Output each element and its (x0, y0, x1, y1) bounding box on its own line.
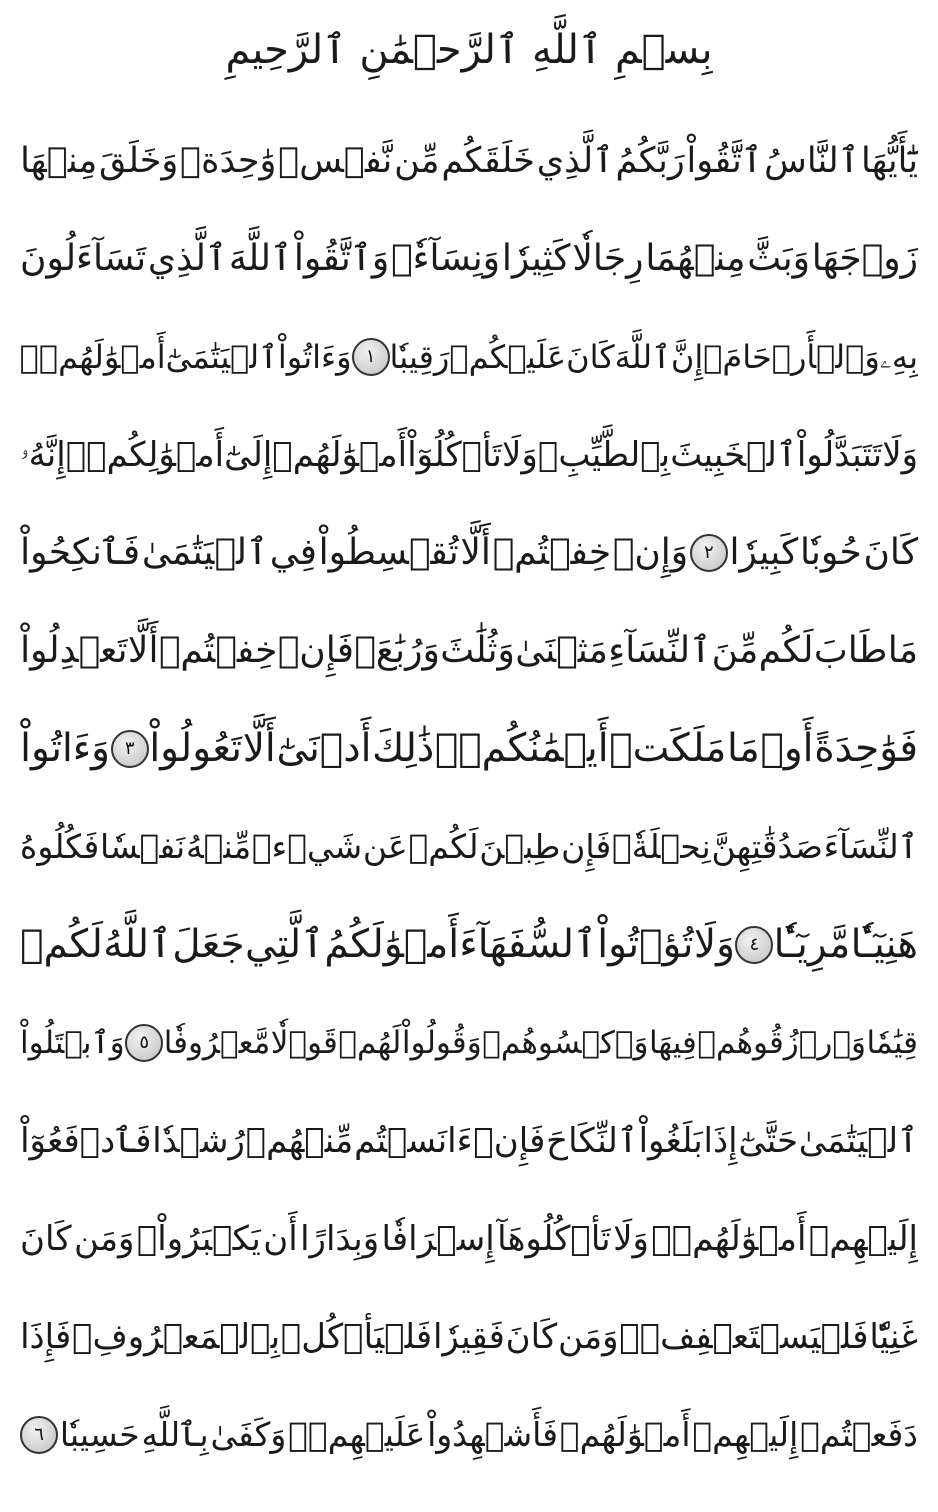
verse-word: ٱلنِّكَاحَ (546, 1121, 638, 1161)
verse-word: أَلَّا (242, 726, 276, 771)
verse-word: غَنِيّٗا (869, 1317, 918, 1357)
verse-word: كَبِيرٗا (729, 532, 799, 573)
verse-word: أَلَّا (460, 532, 491, 573)
verse-word: فَلۡيَسۡتَعۡفِفۡۖ (619, 1317, 869, 1357)
verse-word: تَأۡكُلُوٓاْ (407, 435, 502, 475)
verse-word: يَكۡبَرُواْۚ (136, 1219, 261, 1259)
verse-word: حَتَّىٰٓ (738, 1121, 798, 1161)
verse-word: تَسَآءَلُونَ (20, 238, 147, 279)
verse-word: فَٱدۡفَعُوٓاْ (20, 1121, 152, 1161)
verse-line (20, 112, 918, 210)
verse-lines (20, 112, 918, 1484)
verse-word: كَثِيرٗا (501, 238, 571, 279)
verse-word: وَبَثَّ (747, 238, 810, 279)
verse-word: كَانَ (566, 338, 615, 376)
ayah-number-marker: ٥ (125, 1024, 163, 1062)
verse-word: وَلَا (693, 922, 735, 967)
verse-word: وَمَن (558, 1317, 619, 1357)
verse-word: فَإِنۡ (277, 630, 354, 671)
verse-word: هَنِيٓـٔٗا (850, 922, 918, 967)
verse-word: أَمۡوَٰلَهُمۡ (272, 435, 408, 475)
verse-word: نَّفۡسٖ (278, 141, 393, 181)
verse-word: تُقۡسِطُواْ (318, 532, 459, 573)
verse-word: عَلَيۡهِمۡۚ (288, 1415, 426, 1454)
verse-word: عَلَيۡكُمۡ (449, 338, 567, 376)
verse-word: مَّعۡرُوفٗا (163, 1025, 271, 1061)
verse-word: إِسۡرَافٗا (381, 1219, 495, 1259)
verse-word: تُؤۡتُواْ (597, 922, 694, 967)
verse-word: وَثُلَٰثَ (440, 630, 515, 671)
verse-word: تَعۡدِلُواْ (20, 630, 128, 671)
verse-word: مِنۡهُمَا (645, 238, 746, 279)
verse-word: طَابَ (813, 630, 888, 671)
verse-line (20, 798, 918, 896)
verse-word: فَإِنۡ (473, 1121, 546, 1161)
verse-word: حُوبٗا (799, 532, 862, 573)
verse-word: وَإِنۡ (612, 532, 689, 573)
verse-word: ٱلنِّسَآءَ (823, 827, 918, 866)
verse-word: نَفۡسٗا (100, 827, 186, 866)
verse-word: أَوۡ (760, 726, 814, 771)
verse-word: تَتَبَدَّلُواْ (796, 435, 883, 475)
verse-word: وَٱلۡأَرۡحَامَۚ (703, 338, 880, 376)
verse-word: قَوۡلٗا (270, 1025, 338, 1061)
verse-word: بِٱللَّهِ (141, 1415, 209, 1454)
verse-word: نِحۡلَةٗۚ (612, 827, 711, 866)
verse-word: خَلَقَكُم (441, 141, 535, 181)
verse-word: ءَانَسۡتُم (354, 1121, 473, 1161)
ayah-number-marker: ٤ (735, 926, 773, 964)
verse-word: وَلَا (502, 435, 538, 475)
basmala: بِسۡمِ ٱللَّهِ ٱلرَّحۡمَٰنِ ٱلرَّحِيمِ (225, 27, 713, 73)
ayah-number-marker: ٢ (690, 534, 728, 572)
ayah-number-marker: ٣ (111, 730, 149, 768)
verse-word: دَفَعۡتُمۡ (800, 1415, 918, 1454)
verse-word: أَيۡمَٰنُكُمۡۚ (434, 726, 609, 771)
verse-word: وَنِسَآءٗۚ (391, 238, 501, 279)
verse-word: ٱلۡيَتَٰمَىٰ (798, 1121, 918, 1161)
verse-line (20, 700, 918, 798)
verse-word: أَمۡوَٰلَهُمۡ (559, 1415, 691, 1454)
verse-word: بَلَغُواْ (638, 1121, 703, 1161)
verse-word: ذَٰلِكَ (372, 726, 435, 771)
verse-word: يَٰٓأَيُّهَا (861, 141, 918, 181)
verse-word: ٱتَّقُواْ (686, 141, 763, 181)
verse-word: وَقُولُواْ (401, 1025, 482, 1061)
verse-line (20, 1288, 918, 1386)
verse-word: لَكُمۡ (20, 922, 103, 967)
verse-word: فِيهَا (648, 1025, 697, 1061)
verse-line (20, 1386, 918, 1484)
verse-word: رَقِيبٗا (389, 338, 450, 376)
verse-line (20, 1092, 918, 1190)
verse-word: ٱللَّهَ (614, 338, 671, 376)
verse-word: إِذَا (703, 1121, 738, 1161)
verse-word: رِجَالٗا (572, 238, 644, 279)
verse-word: مَا (726, 726, 760, 771)
verse-word: وَخَلَقَ (99, 141, 179, 181)
verse-word: مِّنۡهُ (185, 827, 252, 866)
verse-word: كَانَ (863, 532, 918, 573)
verse-line (20, 994, 918, 1092)
verse-word: أَمۡوَٰلَكُمُ (324, 922, 460, 967)
verse-word: إِنَّهُۥ (20, 435, 66, 475)
verse-word: صَدُقَٰتِهِنَّ (711, 827, 823, 866)
verse-word: فَقِيرٗا (432, 1317, 505, 1357)
verse-word: لَهُمۡ (338, 1025, 402, 1061)
verse-word: أَمۡوَٰلَهُمۡۖ (20, 338, 166, 376)
verse-word: وَمَن (73, 1219, 135, 1259)
verse-word: فَوَٰحِدَةً (814, 726, 918, 771)
verse-word: تَعُولُواْ (149, 726, 243, 771)
verse-line (20, 210, 918, 308)
verse-line (20, 602, 918, 700)
verse-word: حَسِيبٗا (59, 1415, 140, 1454)
verse-word: خِفۡتُمۡ (492, 532, 612, 573)
verse-word: ٱلنِّسَآءِ (608, 630, 712, 671)
verse-word: إِلَيۡهِمۡ (808, 1219, 918, 1259)
verse-word: وَءَاتُواْ (20, 726, 110, 771)
verse-word: مِّنَ (711, 630, 759, 671)
verse-word: وَرُبَٰعَۖ (354, 630, 440, 671)
verse-word: وَبِدَارًا (300, 1219, 380, 1259)
verse-word: ٱللَّهَ (228, 238, 293, 279)
verse-word: أَدۡنَىٰٓ (276, 726, 372, 771)
verse-word: وَلَا (613, 1219, 649, 1259)
verse-word: مَّرِيٓـٔٗا (773, 922, 851, 967)
verse-word: أَمۡوَٰلَهُمۡۖ (651, 1219, 807, 1259)
ayah-number-marker: ١ (352, 338, 390, 376)
verse-word: كَانَ (505, 1317, 558, 1357)
verse-word: فَٱنكِحُواْ (20, 532, 141, 573)
verse-word: وَلَا (882, 435, 918, 475)
verse-word: رُشۡدٗا (152, 1121, 245, 1161)
verse-word: جَعَلَ (172, 922, 245, 967)
verse-word: عَن (362, 827, 408, 866)
verse-word: ٱلَّتِي (245, 922, 325, 967)
verse-line (20, 504, 918, 602)
verse-word: مَلَكَتۡ (609, 726, 727, 771)
verse-line (20, 308, 918, 406)
verse-word: وَٱبۡتَلُواْ (20, 1025, 125, 1061)
verse-word: وَٱتَّقُواْ (293, 238, 390, 279)
verse-word: أَن (263, 1219, 298, 1259)
verse-word: زَوۡجَهَا (811, 238, 918, 279)
verse-word: مَثۡنَىٰ (515, 630, 608, 671)
verse-word: فَأَشۡهِدُواْ (427, 1415, 558, 1454)
verse-word: كَانَ (20, 1219, 72, 1259)
verse-word: بِٱلۡمَعۡرُوفِۚ (72, 1317, 281, 1357)
verse-word: ٱلسُّفَهَآءَ (459, 922, 597, 967)
verse-word: مِّن (394, 141, 440, 181)
verse-word: ٱللَّهُ (103, 922, 172, 967)
verse-word: فَلۡيَأۡكُلۡ (280, 1317, 433, 1357)
verse-word: إِلَىٰٓ (224, 435, 273, 475)
verse-word: تَأۡكُلُوهَآ (497, 1219, 611, 1259)
verse-word: فَإِذَا (20, 1317, 72, 1357)
verse-word: ٱلۡخَبِيثَ (670, 435, 797, 475)
verse-word: شَيۡءٖ (251, 827, 363, 866)
verse-word: خِفۡتُمۡ (158, 630, 278, 671)
verse-line (20, 1190, 918, 1288)
verse-word: بِهِۦ (879, 338, 918, 376)
verse-word: قِيَٰمٗا (866, 1025, 918, 1061)
verse-word: مِنۡهَا (20, 141, 98, 181)
verse-word: وَٰحِدَةٖ (180, 141, 277, 181)
verse-word: ٱلَّذِي (536, 141, 614, 181)
verse-word: مَا (887, 630, 918, 671)
verse-word: ٱلۡيَتَٰمَىٰ (141, 532, 269, 573)
verse-word: إِلَيۡهِمۡ (692, 1415, 799, 1454)
verse-word: وَكَفَىٰ (210, 1415, 287, 1454)
verse-word: فَكُلُوهُ (20, 827, 100, 866)
verse-word: ٱلنَّاسُ (764, 141, 860, 181)
verse-word: إِنَّ (670, 338, 704, 376)
verse-word: ٱلَّذِي (147, 238, 228, 279)
verse-word: بِٱلطَّيِّبِۖ (537, 435, 671, 475)
verse-word: لَكُمۡ (408, 827, 479, 866)
verse-line (20, 896, 918, 994)
verse-word: وَءَاتُواْ (277, 338, 352, 376)
verse-word: ٱلۡيَتَٰمَىٰٓ (165, 338, 278, 376)
ayah-number-marker: ٦ (20, 1416, 58, 1454)
verse-word: مِّنۡهُمۡ (245, 1121, 354, 1161)
verse-word: وَٱكۡسُوهُمۡ (482, 1025, 649, 1061)
verse-word: فَإِن (561, 827, 612, 866)
verse-word: رَبَّكُمُ (615, 141, 685, 181)
verse-word: أَمۡوَٰلِكُمۡۚ (65, 435, 225, 475)
verse-word: وَٱرۡزُقُوهُمۡ (697, 1025, 866, 1061)
verse-line (20, 406, 918, 504)
verse-word: فِي (269, 532, 317, 573)
verse-word: طِبۡنَ (479, 827, 561, 866)
verse-word: أَلَّا (127, 630, 159, 671)
verse-word: لَكُم (758, 630, 814, 671)
